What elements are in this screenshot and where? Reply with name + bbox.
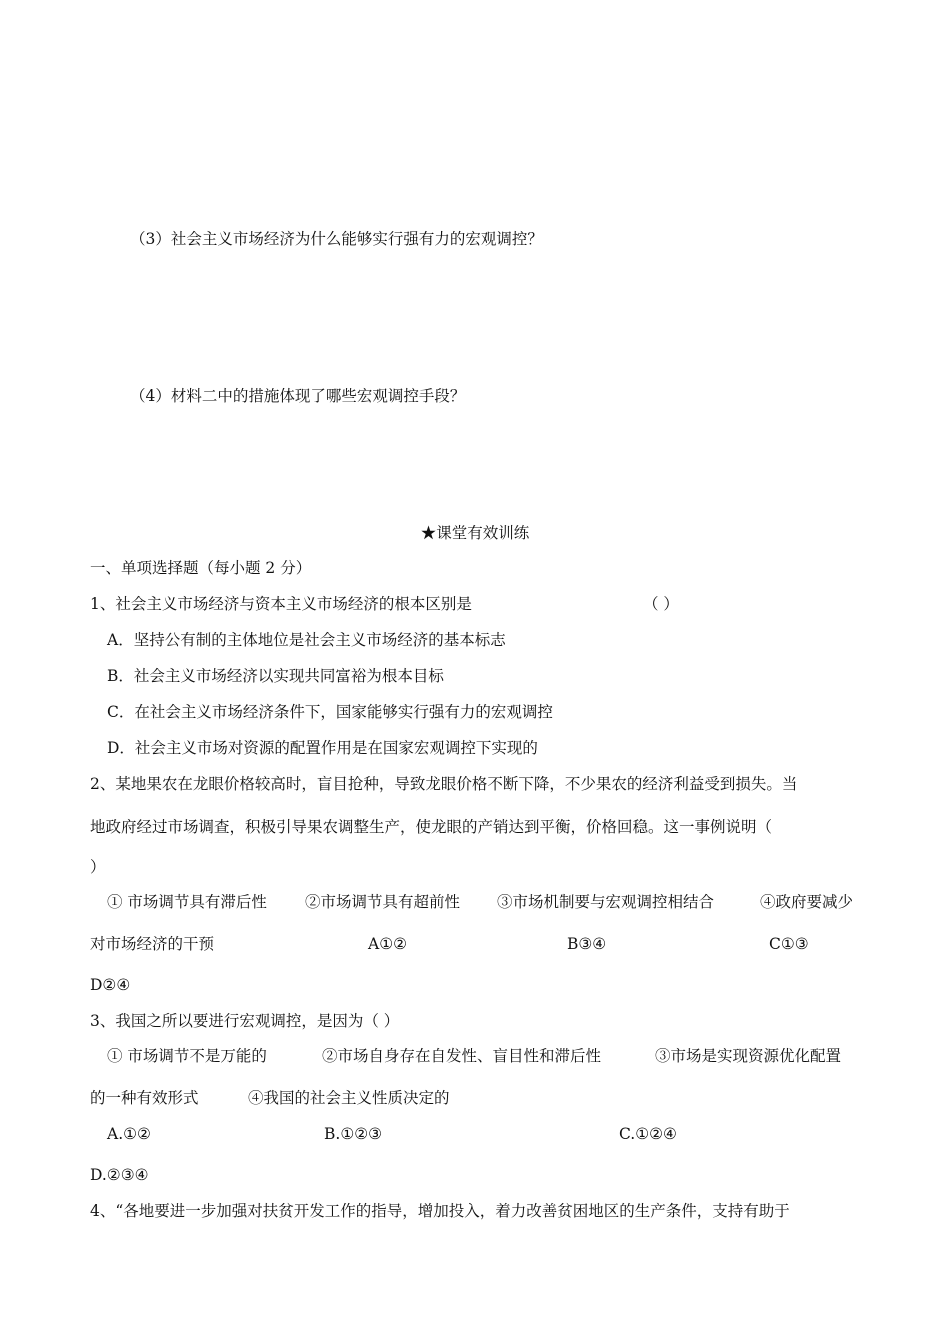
q4-stem-line1: 4、“各地要进一步加强对扶贫开发工作的指导，增加投入，着力改善贫困地区的生产条件，支持有助于: [90, 1202, 790, 1220]
q2-item-2: ②市场调节具有超前性: [305, 893, 461, 911]
q1-option-a: A．坚持公有制的主体地位是社会主义市场经济的基本标志: [107, 631, 506, 649]
q2-item-4: ④政府要减少: [760, 893, 854, 911]
q2-item-3: ③市场机制要与宏观调控相结合: [497, 893, 715, 911]
q3-item-1: ① 市场调节不是万能的: [107, 1047, 267, 1065]
q3-item-3-cont: 的一种有效形式: [90, 1089, 199, 1107]
q3-stem: 3、我国之所以要进行宏观调控，是因为（ ）: [90, 1012, 400, 1030]
q2-stem-line2: 地政府经过市场调查，积极引导果农调整生产，使龙眼的产销达到平衡，价格回稳。这一事例说明（: [90, 818, 773, 836]
q2-stem-line1: 2、某地果农在龙眼价格较高时，盲目抢种，导致龙眼价格不断下降，不少果农的经济利益受到损失。当: [90, 775, 798, 793]
q3-choice-c: C.①②④: [619, 1125, 677, 1143]
q3-choice-b: B.①②③: [324, 1125, 383, 1143]
q2-choice-a: A①②: [368, 935, 407, 953]
q2-choice-d: D②④: [90, 976, 131, 994]
q2-choice-b: B③④: [567, 935, 607, 953]
q2-item-1: ① 市场调节具有滞后性: [107, 893, 267, 911]
question-4-prompt: （4）材料二中的措施体现了哪些宏观调控手段？: [130, 387, 466, 405]
part-title: 一、单项选择题（每小题 2 分）: [90, 559, 312, 577]
q1-option-d: D．社会主义市场对资源的配置作用是在国家宏观调控下实现的: [107, 739, 538, 757]
q2-choice-c: C①③: [769, 935, 809, 953]
q1-answer-bracket: （ ）: [643, 595, 679, 613]
section-heading: ★课堂有效训练: [420, 524, 530, 542]
q1-stem: 1、社会主义市场经济与资本主义市场经济的根本区别是: [90, 595, 472, 613]
q3-choice-d: D.②③④: [90, 1166, 149, 1184]
question-3-prompt: （3）社会主义市场经济为什么能够实行强有力的宏观调控？: [130, 230, 543, 248]
q3-item-3: ③市场是实现资源优化配置: [655, 1047, 842, 1065]
q3-item-4: ④我国的社会主义性质决定的: [248, 1089, 450, 1107]
q1-option-b: B．社会主义市场经济以实现共同富裕为根本目标: [107, 667, 444, 685]
q3-choice-a: A.①②: [107, 1125, 151, 1143]
q2-stem-line3: ）: [90, 858, 106, 876]
q3-item-2: ②市场自身存在自发性、盲目性和滞后性: [322, 1047, 602, 1065]
q2-item-4-cont: 对市场经济的干预: [90, 935, 215, 953]
q1-option-c: C．在社会主义市场经济条件下，国家能够实行强有力的宏观调控: [107, 703, 553, 721]
